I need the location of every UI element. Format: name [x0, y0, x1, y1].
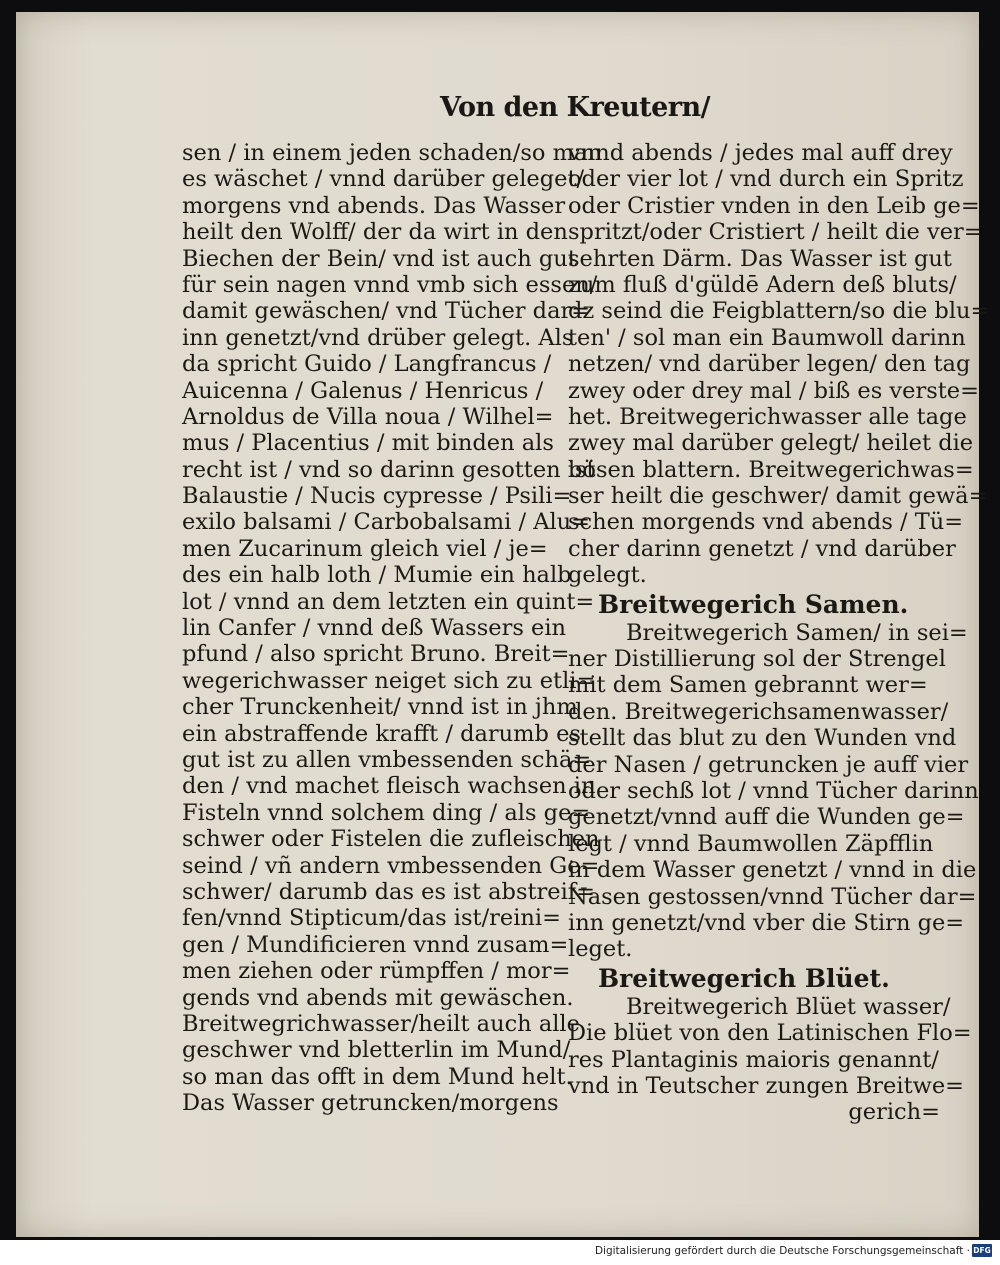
- text-line: gen / Mundificieren vnnd zusam=: [182, 931, 569, 958]
- text-line: Biechen der Bein/ vnd ist auch gut: [182, 245, 577, 272]
- text-line: Nasen gestossen/vnnd Tücher dar=: [568, 883, 977, 910]
- text-line: geschwer vnd bletterlin im Mund/: [182, 1037, 571, 1064]
- text-line: sen / in einem jeden schaden/so man: [182, 140, 602, 166]
- text-line: ein abstraffende krafft / darumb es: [182, 720, 581, 747]
- text-line: leget.: [568, 936, 633, 963]
- text-line: inn genetzt/vnd vber die Stirn ge=: [568, 909, 965, 936]
- text-line: den / vnd machet fleisch wachsen in: [182, 773, 596, 800]
- text-line: cher darinn genetzt / vnd darüber: [568, 535, 956, 562]
- section-heading: Breitwegerich Samen.: [598, 589, 909, 619]
- text-line: legt / vnnd Baumwollen Zäpfflin: [568, 830, 934, 857]
- text-line: Das Wasser getruncken/morgens: [182, 1090, 559, 1117]
- text-line: ten' / sol man ein Baumwoll darinn: [568, 324, 966, 351]
- text-line: Fisteln vnnd solchem ding / als ge=: [182, 799, 591, 826]
- text-line: res Plantaginis maioris genannt/: [568, 1046, 939, 1073]
- text-line: dz seind die Feigblattern/so die blu=: [568, 298, 990, 325]
- text-line: sehrten Därm. Das Wasser ist gut: [568, 245, 952, 272]
- text-line: schwer oder Fistelen die zufleischen: [182, 826, 600, 853]
- left-text-column: [182, 140, 602, 1117]
- text-line: heilt den Wolff/ der da wirt in den: [182, 219, 568, 246]
- text-line: exilo balsami / Carbobalsami / Alu=: [182, 509, 590, 536]
- text-line: Breitwegerich Samen/ in sei=: [626, 619, 968, 646]
- text-line: vnnd abends / jedes mal auff drey: [568, 140, 953, 166]
- text-line: oder Cristier vnden in den Leib ge=: [568, 192, 980, 219]
- text-line: schwer/ darumb das es ist abstreif=: [182, 878, 595, 905]
- dfg-logo-icon: DFG: [973, 1246, 991, 1255]
- funding-credit: Digitalisierung gefördert durch die Deutsche Forschungsgemeinschaft ·: [594, 1245, 970, 1257]
- text-line: men ziehen oder rümpffen / mor=: [182, 958, 571, 985]
- text-line: seind / vñ andern vmbessenden Ge=: [182, 852, 600, 879]
- text-line: lin Canfer / vnnd deß Wassers ein: [182, 615, 567, 642]
- text-line: Arnoldus de Villa noua / Wilhel=: [182, 403, 554, 430]
- text-line: mus / Placentius / mit binden als: [182, 430, 554, 457]
- right-text-column: [568, 140, 990, 1126]
- text-line: der Nasen / getruncken je auff vier: [568, 751, 969, 778]
- text-line: zwey mal darüber gelegt/ heilet die: [568, 430, 974, 457]
- text-line: lot / vnnd an dem letzten ein quint=: [182, 588, 595, 615]
- text-line: inn genetzt/vnd drüber gelegt. Als: [182, 324, 574, 351]
- text-line: damit gewäschen/ vnd Tücher dar=: [182, 298, 591, 325]
- text-line: für sein nagen vnnd vmb sich essen/: [182, 271, 598, 298]
- text-line: cher Trunckenheit/ vnnd ist in jhm: [182, 694, 578, 721]
- text-line: so man das offt in dem Mund helt.: [182, 1063, 573, 1090]
- text-line: ner Distillierung sol der Strengel: [568, 646, 946, 673]
- text-line: da spricht Guido / Langfrancus /: [182, 351, 552, 378]
- text-line: zum fluß d'güldē Adern deß bluts/: [568, 271, 957, 298]
- text-line: stellt das blut zu den Wunden vnd: [568, 725, 957, 752]
- text-line: Breitwegerich Blüet wasser/: [626, 993, 951, 1020]
- text-line: ser heilt die geschwer/ damit gewä=: [568, 483, 988, 510]
- text-line: pfund / also spricht Bruno. Breit=: [182, 641, 570, 668]
- text-line: gelegt.: [568, 562, 647, 589]
- text-line: men Zucarinum gleich viel / je=: [182, 535, 548, 562]
- text-line: het. Breitwegerichwasser alle tage: [568, 403, 967, 430]
- text-line: oder vier lot / vnd durch ein Spritz: [568, 166, 964, 193]
- running-header: Von den Kreutern/: [440, 92, 710, 123]
- text-line: genetzt/vnnd auff die Wunden ge=: [568, 804, 965, 831]
- text-line: morgens vnd abends. Das Wasser: [182, 192, 566, 219]
- text-line: wegerichwasser neiget sich zu etli=: [182, 667, 596, 694]
- text-line: oder sechß lot / vnnd Tücher darinn: [568, 777, 979, 804]
- text-line: gut ist zu allen vmbessenden schä=: [182, 746, 592, 773]
- text-line: vnd in Teutscher zungen Breitwe=: [568, 1072, 965, 1099]
- text-line: gends vnd abends mit gewäschen.: [182, 984, 574, 1011]
- text-line: Breitwegrichwasser/heilt auch alle: [182, 1010, 580, 1037]
- paragraph: [568, 993, 972, 1126]
- text-line: in dem Wasser genetzt / vnnd in die: [568, 857, 977, 884]
- text-line: zwey oder drey mal / biß es verste=: [568, 377, 979, 404]
- text-line: bösen blattern. Breitwegerichwas=: [568, 456, 974, 483]
- text-line: mit dem Samen gebrannt wer=: [568, 672, 928, 699]
- text-line: spritzt/oder Cristiert / heilt die ver=: [568, 219, 983, 246]
- text-line: fen/vnnd Stipticum/das ist/reini=: [182, 905, 561, 932]
- text-line: des ein halb loth / Mumie ein halb: [182, 562, 572, 589]
- paragraph: [568, 619, 979, 963]
- paragraph: [568, 140, 990, 589]
- text-line: den. Breitwegerichsamenwasser/: [568, 698, 949, 725]
- text-line: schen morgends vnd abends / Tü=: [568, 509, 964, 536]
- text-line: gerich=: [848, 1099, 940, 1126]
- text-line: Auicenna / Galenus / Henricus /: [182, 377, 544, 404]
- text-line: recht ist / vnd so darinn gesotten ist: [182, 456, 596, 483]
- text-line: Balaustie / Nucis cypresse / Psili=: [182, 483, 572, 510]
- text-line: es wäschet / vnnd darüber geleget/: [182, 166, 585, 193]
- section-heading: Breitwegerich Blüet.: [598, 963, 890, 993]
- text-line: Die blüet von den Latinischen Flo=: [568, 1020, 972, 1047]
- text-line: netzen/ vnd darüber legen/ den tag: [568, 351, 971, 378]
